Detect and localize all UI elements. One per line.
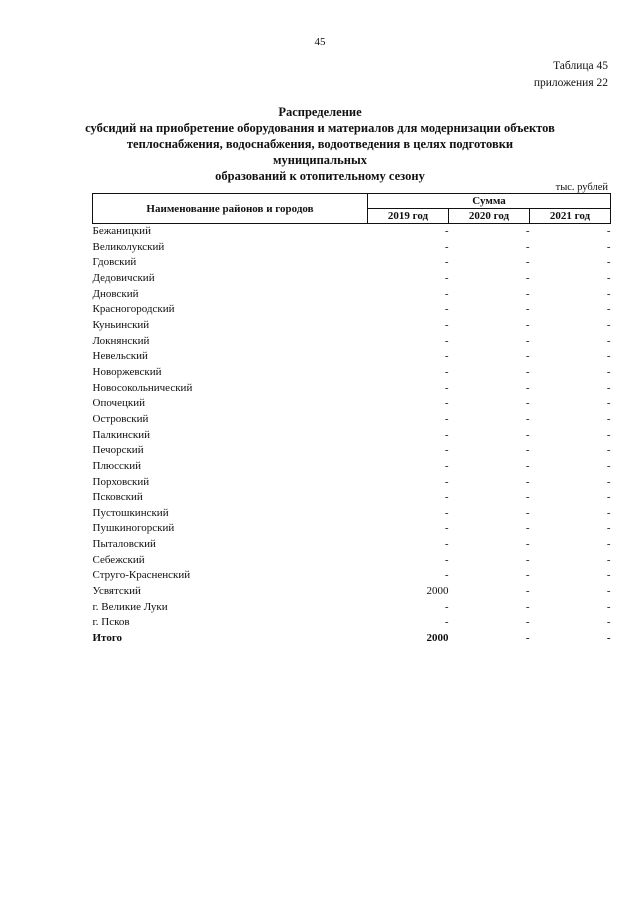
row-value-3: - [606, 318, 611, 331]
row-value-1: - [444, 616, 449, 629]
row-name: Пыталовский [92, 538, 156, 551]
header-year-2: 2020 год [449, 209, 530, 224]
row-value-2: - [525, 506, 530, 519]
row-value-1: 2000 [426, 585, 449, 598]
row-name: Локнянский [92, 334, 150, 347]
row-value-1: - [444, 538, 449, 551]
table-row [93, 615, 611, 631]
row-value-1: - [444, 444, 449, 457]
table-row [93, 271, 611, 287]
row-name: Порховский [92, 475, 150, 488]
row-value-3: - [606, 381, 611, 394]
table-row [93, 584, 611, 600]
row-value-1: - [444, 240, 449, 253]
row-name: Куньинский [92, 318, 150, 331]
row-value-3: - [606, 616, 611, 629]
row-value-3: - [606, 303, 611, 316]
row-value-3: - [606, 256, 611, 269]
table-row [93, 490, 611, 506]
header-sum: Сумма [368, 194, 611, 209]
total-row [93, 631, 611, 647]
row-name: Бежаницкий [92, 225, 151, 237]
row-name: Палкинский [92, 428, 151, 441]
row-value-1: - [444, 271, 449, 284]
table-row [93, 318, 611, 334]
table-row [93, 287, 611, 303]
title-line-1: субсидий на приобретение оборудования и материалов для модернизации объектов [85, 121, 555, 135]
row-value-3: - [606, 225, 611, 237]
row-name: Гдовский [92, 256, 137, 269]
row-value-1: - [444, 553, 449, 566]
title-line-3: образований к отопительному сезону [215, 169, 425, 183]
row-value-3: - [606, 287, 611, 300]
row-name: Красногородский [92, 303, 175, 316]
total-value-2: - [525, 632, 530, 645]
row-value-3: - [606, 412, 611, 425]
row-value-3: - [606, 428, 611, 441]
row-value-2: - [525, 428, 530, 441]
total-value-1: 2000 [426, 632, 449, 645]
table-row [93, 521, 611, 537]
row-name: Печорский [92, 444, 144, 457]
row-value-1: - [444, 318, 449, 331]
row-name: Новоржевский [92, 365, 162, 378]
table-row [93, 506, 611, 522]
total-value-3: - [606, 632, 611, 645]
row-value-2: - [525, 334, 530, 347]
row-value-3: - [606, 538, 611, 551]
table-row [93, 334, 611, 350]
table-reference-line2: приложения 22 [533, 77, 608, 89]
row-value-2: - [525, 491, 530, 504]
header-name: Наименование районов и городов [93, 194, 368, 224]
row-value-1: - [444, 303, 449, 316]
row-value-2: - [525, 569, 530, 582]
row-value-3: - [606, 444, 611, 457]
row-name: Плюсский [92, 459, 142, 472]
row-value-3: - [606, 522, 611, 535]
row-value-1: - [444, 256, 449, 269]
row-name: Себежский [92, 553, 145, 566]
row-value-2: - [525, 538, 530, 551]
row-value-2: - [525, 397, 530, 410]
table-row [93, 475, 611, 491]
row-value-2: - [525, 350, 530, 363]
row-value-1: - [444, 491, 449, 504]
row-value-3: - [606, 569, 611, 582]
row-value-2: - [525, 444, 530, 457]
row-name: Усвятский [92, 585, 141, 598]
row-value-3: - [606, 600, 611, 613]
row-value-1: - [444, 334, 449, 347]
row-name: Пустошкинский [92, 506, 169, 519]
row-value-2: - [525, 600, 530, 613]
row-value-1: - [444, 381, 449, 394]
row-name: Дедовичский [92, 271, 155, 284]
table-row [93, 553, 611, 569]
row-value-2: - [525, 287, 530, 300]
row-value-1: - [444, 412, 449, 425]
row-value-2: - [525, 240, 530, 253]
row-value-1: - [444, 365, 449, 378]
row-value-3: - [606, 271, 611, 284]
table-row [93, 600, 611, 616]
table-row [93, 224, 611, 240]
header-year-1: 2019 год [368, 209, 449, 224]
row-name: г. Псков [92, 616, 130, 629]
row-value-2: - [525, 365, 530, 378]
row-value-2: - [525, 553, 530, 566]
row-value-3: - [606, 365, 611, 378]
row-value-3: - [606, 585, 611, 598]
row-name: Опочецкий [92, 397, 145, 410]
row-value-2: - [525, 475, 530, 488]
row-value-2: - [525, 225, 530, 237]
table-row [93, 428, 611, 444]
table-row [93, 412, 611, 428]
total-label: Итого [92, 632, 123, 645]
row-value-2: - [525, 412, 530, 425]
page-number: 45 [314, 36, 326, 48]
document-title [80, 104, 560, 184]
row-name: г. Великие Луки [92, 600, 168, 613]
table-row [93, 396, 611, 412]
row-value-1: - [444, 397, 449, 410]
header-year-3: 2021 год [530, 209, 611, 224]
row-value-1: - [444, 459, 449, 472]
table-row [93, 443, 611, 459]
title-line-2: теплоснабжения, водоснабжения, водоотведения в целях подготовки муниципальных [126, 137, 514, 167]
row-value-1: - [444, 569, 449, 582]
row-value-2: - [525, 459, 530, 472]
table-row [93, 381, 611, 397]
row-value-2: - [525, 303, 530, 316]
row-value-1: - [444, 600, 449, 613]
table-body [93, 224, 611, 647]
row-value-1: - [444, 225, 449, 237]
table-row [93, 537, 611, 553]
table-row [93, 302, 611, 318]
row-value-3: - [606, 553, 611, 566]
row-value-1: - [444, 287, 449, 300]
table-row [93, 459, 611, 475]
row-name: Великолукский [92, 240, 165, 253]
table-row [93, 349, 611, 365]
row-name: Псковский [92, 491, 143, 504]
table-row [93, 255, 611, 271]
row-value-2: - [525, 585, 530, 598]
title-heading: Распределение [278, 105, 362, 119]
table-row [93, 568, 611, 584]
row-value-3: - [606, 506, 611, 519]
row-value-1: - [444, 522, 449, 535]
row-value-3: - [606, 350, 611, 363]
row-value-3: - [606, 397, 611, 410]
row-value-3: - [606, 240, 611, 253]
row-value-2: - [525, 318, 530, 331]
row-name: Пушкиногорский [92, 522, 175, 535]
row-name: Новосокольнический [92, 381, 193, 394]
row-value-1: - [444, 350, 449, 363]
table-row [93, 240, 611, 256]
row-name: Струго-Красненский [92, 569, 191, 582]
row-value-2: - [525, 381, 530, 394]
table-row [93, 365, 611, 381]
row-name: Дновский [92, 287, 139, 300]
row-name: Невельский [92, 350, 148, 363]
row-value-2: - [525, 271, 530, 284]
row-value-3: - [606, 459, 611, 472]
row-value-1: - [444, 506, 449, 519]
row-value-2: - [525, 256, 530, 269]
row-value-1: - [444, 475, 449, 488]
row-value-2: - [525, 616, 530, 629]
row-name: Островский [92, 412, 149, 425]
row-value-1: - [444, 428, 449, 441]
row-value-3: - [606, 475, 611, 488]
row-value-3: - [606, 491, 611, 504]
table-reference-line1: Таблица 45 [553, 60, 608, 72]
row-value-3: - [606, 334, 611, 347]
row-value-2: - [525, 522, 530, 535]
units-label: тыс. рублей [555, 182, 608, 193]
distribution-table [92, 193, 611, 647]
